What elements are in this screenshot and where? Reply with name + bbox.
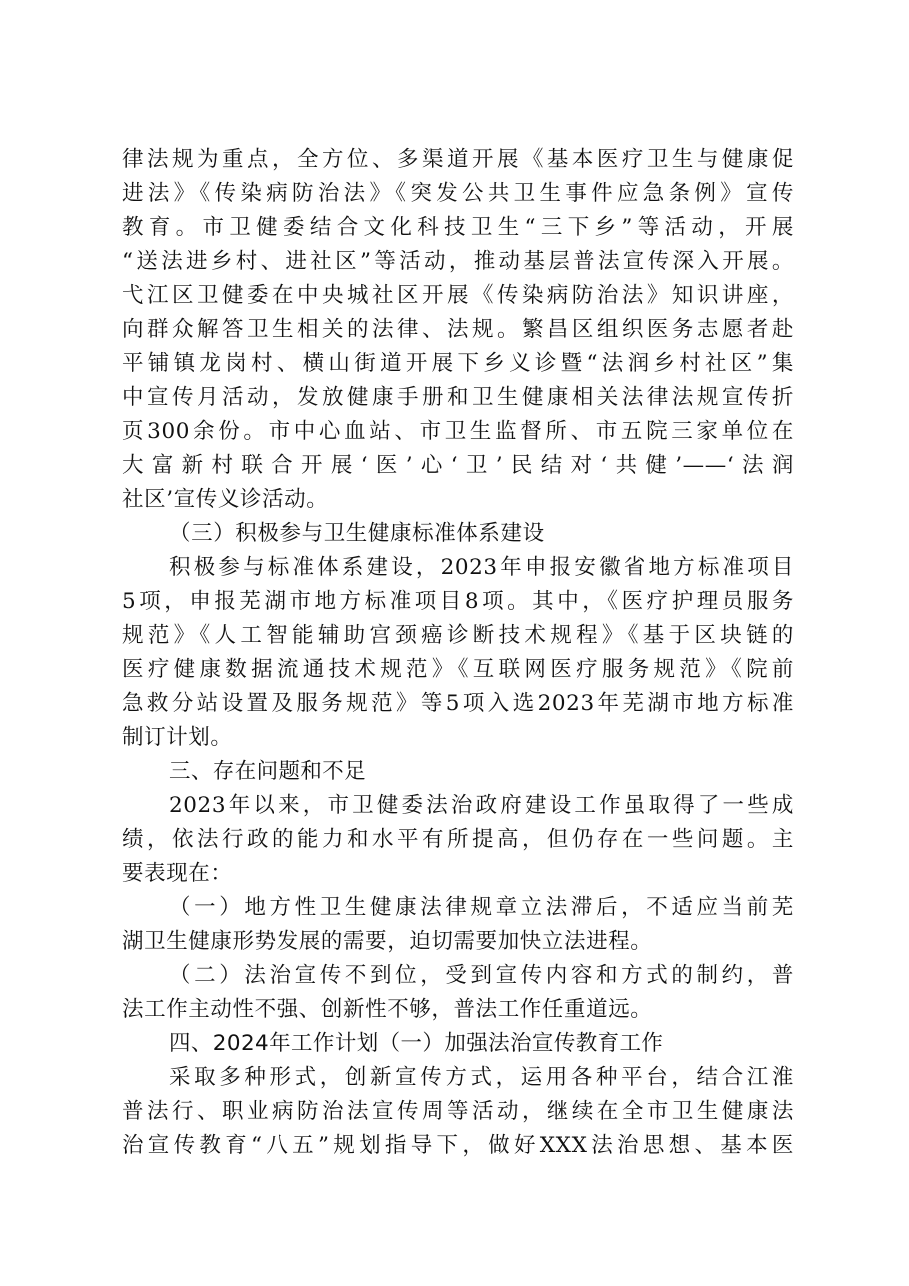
paragraph-first-line: （二）法治宣传不到位，受到宣传内容和方式的制约，普 — [169, 963, 794, 988]
text-line: 要表现在： — [122, 861, 233, 886]
text-line: 普法行、职业病防治法宣传周等活动，继续在全市卫生健康法 — [122, 1099, 794, 1124]
text-line: 制订计划。 — [122, 725, 233, 750]
text-line: 急救分站设置及服务规范》等5项入选2023年芜湖市地方标准 — [122, 691, 794, 716]
chapter-heading: 四、2024年工作计划（一）加强法治宣传教育工作 — [169, 1031, 664, 1056]
text-line: “送法进乡村、进社区”等活动，推动基层普法宣传深入开展。 — [122, 249, 794, 274]
document-body — [122, 143, 794, 1163]
text-line: 绩，依法行政的能力和水平有所提高，但仍存在一些问题。主 — [122, 827, 794, 852]
text-line: 进法》《传染病防治法》《突发公共卫生事件应急条例》宣传 — [122, 181, 794, 206]
text-line: 规范》《人工智能辅助宫颈癌诊断技术规程》《基于区块链的 — [122, 623, 794, 648]
text-line: 平铺镇龙岗村、横山街道开展下乡义诊暨“法润乡村社区”集 — [122, 351, 794, 376]
paragraph-first-line: 2023年以来，市卫健委法治政府建设工作虽取得了一些成 — [169, 793, 794, 818]
text-line: 治宣传教育“八五”规划指导下，做好XXX法治思想、基本医 — [122, 1133, 794, 1158]
chapter-heading: 三、存在问题和不足 — [169, 759, 367, 784]
text-line: 湖卫生健康形势发展的需要，迫切需要加快立法进程。 — [122, 929, 653, 954]
text-line: 中宣传月活动，发放健康手册和卫生健康相关法律法规宣传折 — [122, 385, 794, 410]
text-line: 大富新村联合开展‘医’心‘卫’民结对‘共健’——‘法润 — [122, 453, 794, 478]
paragraph-first-line: 积极参与标准体系建设，2023年申报安徽省地方标准项目 — [169, 555, 794, 580]
text-line: 弋江区卫健委在中央城社区开展《传染病防治法》知识讲座， — [122, 283, 794, 308]
paragraph-first-line: （一）地方性卫生健康法律规章立法滞后，不适应当前芜 — [169, 895, 794, 920]
text-line: 社区’宣传义诊活动。 — [122, 487, 329, 512]
text-line: 页300余份。市中心血站、市卫生监督所、市五院三家单位在 — [122, 419, 794, 444]
text-line: 向群众解答卫生相关的法律、法规。繁昌区组织医务志愿者赴 — [122, 317, 794, 342]
text-line: 5项，申报芜湖市地方标准项目8项。其中，《医疗护理员服务 — [122, 589, 794, 614]
paragraph-first-line: 采取多种形式，创新宣传方式，运用各种平台，结合江淮 — [169, 1065, 794, 1090]
text-line: 律法规为重点，全方位、多渠道开展《基本医疗卫生与健康促 — [122, 147, 794, 172]
text-line: 法工作主动性不强、创新性不够，普法工作任重道远。 — [122, 997, 653, 1022]
section-heading: （三）积极参与卫生健康标准体系建设 — [169, 521, 545, 546]
text-line: 医疗健康数据流通技术规范》《互联网医疗服务规范》《院前 — [122, 657, 794, 682]
text-line: 教育。市卫健委结合文化科技卫生“三下乡”等活动，开展 — [122, 215, 794, 240]
